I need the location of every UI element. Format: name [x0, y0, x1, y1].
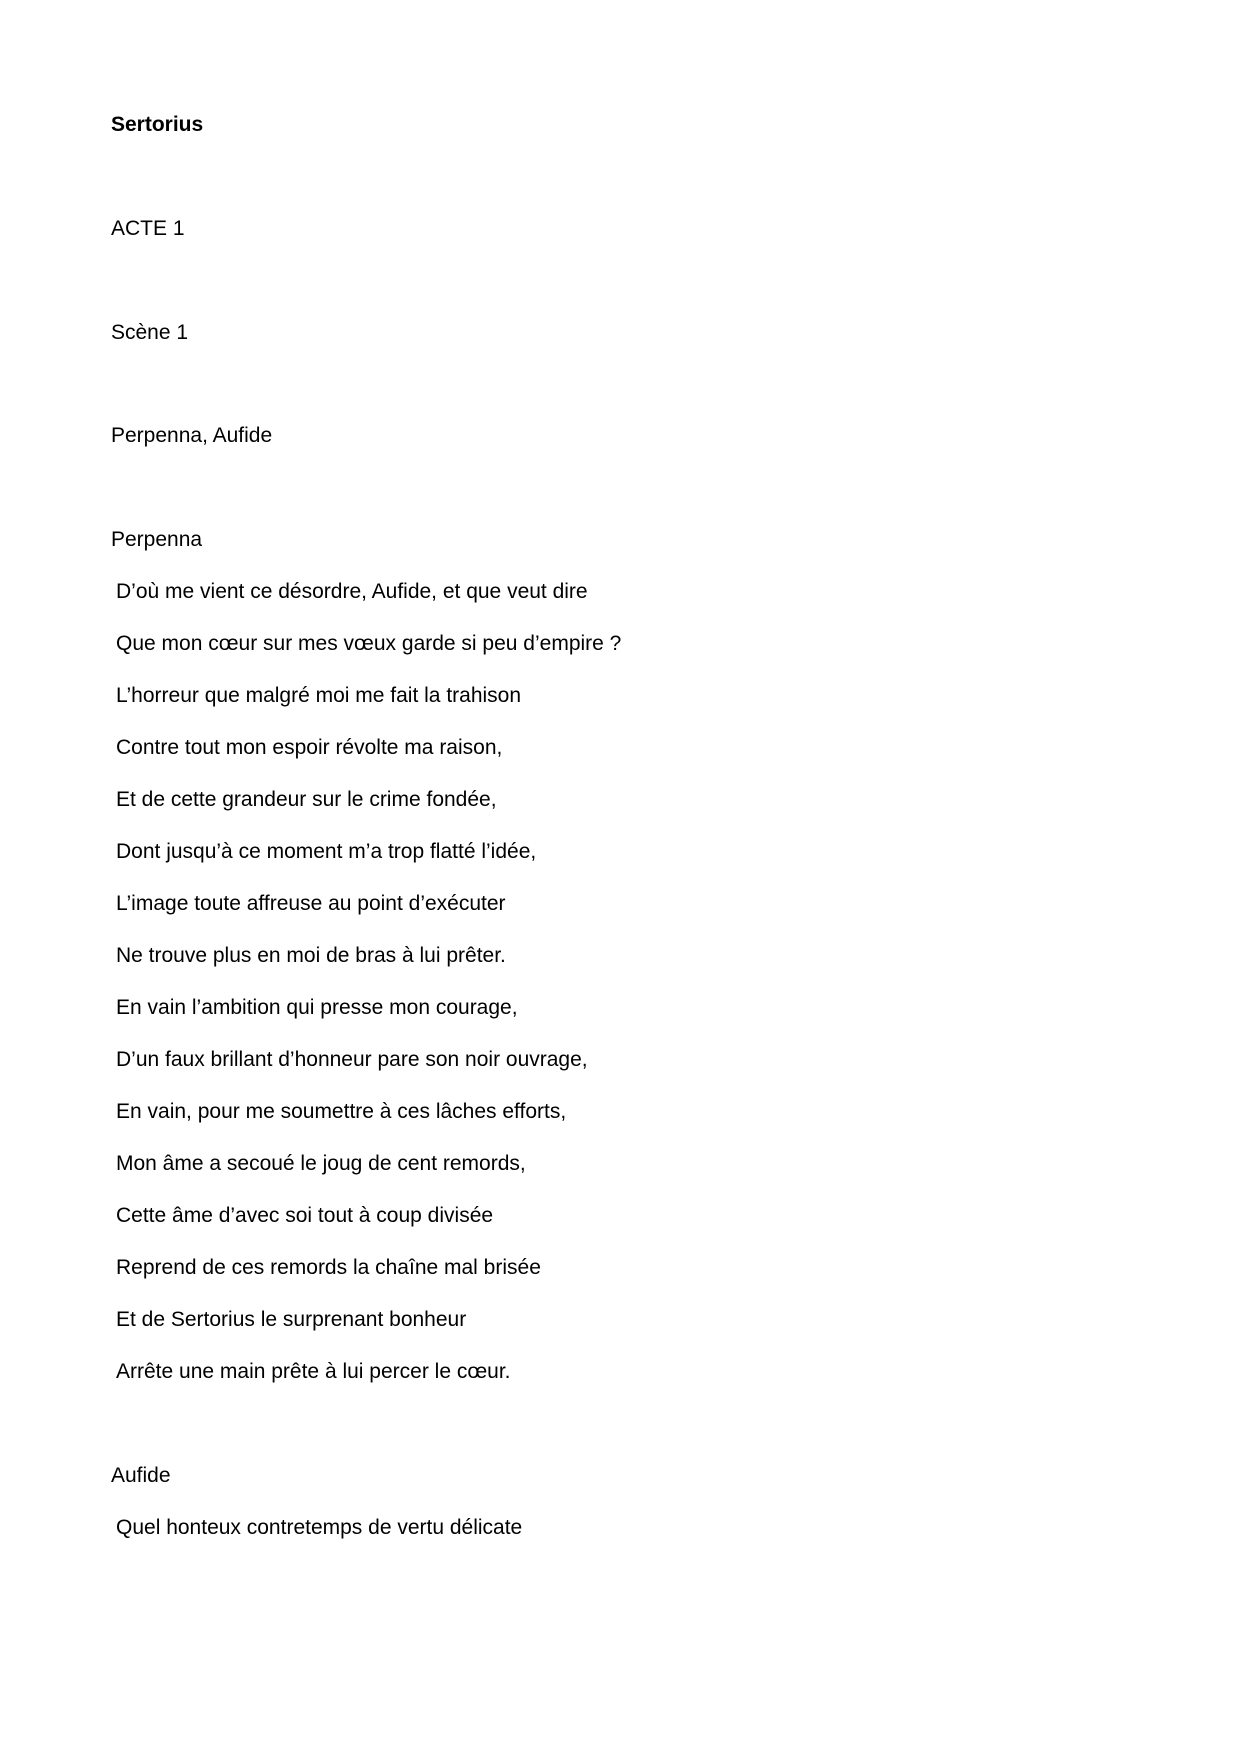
- act-heading: ACTE 1: [111, 217, 185, 240]
- verse-line: Que mon cœur sur mes vœux garde si peu d’empire ?: [116, 632, 622, 655]
- speaker-name: Aufide: [111, 1464, 171, 1487]
- scene-heading: Scène 1: [111, 321, 189, 344]
- verse-line: Ne trouve plus en moi de bras à lui prêter.: [116, 944, 506, 967]
- verse-line: D’un faux brillant d’honneur pare son noir ouvrage,: [116, 1048, 588, 1071]
- verse-line: D’où me vient ce désordre, Aufide, et que veut dire: [116, 580, 588, 603]
- speaker-name: Perpenna: [111, 528, 203, 551]
- verse-line: L’image toute affreuse au point d’exécuter: [116, 892, 506, 915]
- verse-line: Reprend de ces remords la chaîne mal brisée: [116, 1256, 541, 1279]
- verse-line: Dont jusqu’à ce moment m’a trop flatté l’idée,: [116, 840, 537, 863]
- verse-line: Cette âme d’avec soi tout à coup divisée: [116, 1204, 494, 1227]
- verse-line: En vain l’ambition qui presse mon courage,: [116, 996, 518, 1019]
- verse-line: Et de Sertorius le surprenant bonheur: [116, 1308, 467, 1331]
- verse-line: Et de cette grandeur sur le crime fondée,: [116, 788, 497, 811]
- verse-line: Contre tout mon espoir révolte ma raison,: [116, 736, 503, 759]
- verse-line: Arrête une main prête à lui percer le cœur.: [116, 1360, 511, 1383]
- play-title: Sertorius: [111, 113, 204, 136]
- verse-line: Quel honteux contretemps de vertu délicate: [116, 1516, 523, 1539]
- verse-line: En vain, pour me soumettre à ces lâches efforts,: [116, 1100, 567, 1123]
- characters-list: Perpenna, Aufide: [111, 424, 273, 447]
- verse-line: Mon âme a secoué le joug de cent remords,: [116, 1152, 526, 1175]
- verse-line: L’horreur que malgré moi me fait la trahison: [116, 684, 522, 707]
